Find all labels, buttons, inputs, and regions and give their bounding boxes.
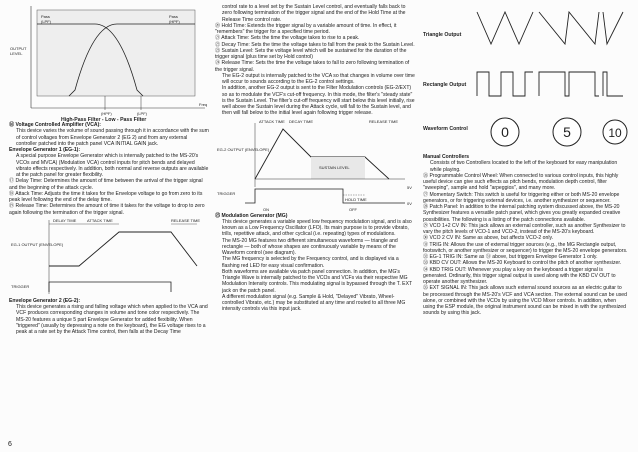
eg2-sustain-label: SUSTAIN LEVEL [319, 164, 350, 170]
column-middle [215, 4, 415, 313]
eg1-attack-label: ATTACK TIME [87, 217, 113, 223]
eg2-output-label: EG-2 OUTPUT (ENVELOPE) [217, 146, 270, 152]
eg2-body: This device generates a rising and falling voltage which when applied to the VCA and VCF produces corresponding changes in volume and tone color respectively. The MS-20 features a unique 5 part Envelope Generator for added flexibility. When "triggered" (usually by depressing a note on the keyboard), the EG voltage rises to a peak at a rate set by the Attack Time control, then falls at the Decay Time [16, 304, 208, 335]
patch-panel-item: ㉘ Patch Panel: In addition to the internal patching system discussed above, the MS-20 Synthesizer features a versatile patch panel, which gives you greatly expanded creative possibilities. The following is a listing of the patch connections available. [423, 204, 621, 223]
mg-waveform-diagram [423, 4, 628, 154]
eg2-release-item: ㉔ Release Time: Sets the time the voltage takes to fall to zero following termination of the trigger signal. [215, 60, 410, 73]
eg2-para-1: The EG-2 output is internally patched to the VCA so that changes in volume over time will occur to sounds according to the EG-2 control settings. [222, 72, 415, 85]
eg2-0v-label: 0V [407, 200, 412, 206]
triangle-output-label: Triangle Output [423, 32, 462, 38]
eg2-decay-label: DECAY TIME [289, 118, 314, 124]
filter-hpf-axis-label: (HPF) [101, 111, 112, 116]
kbd-trig-out-item: ㉞ KBD TRIG OUT: Whenever you play a key on the keyboard a trigger signal is generated. Ordinarily, this trigger signal output is used along with the KBD CV OUT to operate another synthesizer. [423, 266, 616, 285]
mg-body-3: The MG frequency is selected by the Frequency control, and is displayed via a flashing red LED for easy visual confirmation. [222, 256, 399, 269]
ext-signal-in-item: ㉟ EXT SIGNAL IN: This jack allows such external sound sources as an electric guitar to be processed through the MS-20's VCF and VCA section. The external sound can be used alone, or combined with the VCOs by using the VCO Mixer controls. In addition, when using the ESP module, the original instrument sound can be mixed in with the synthesized sounds by using this jack. [423, 285, 627, 317]
eg2-attack-item: ㉑ Attack Time: Sets the time the voltage takes to rise to a peak. [215, 35, 360, 42]
eg1-output-label: EG-1 OUTPUT (ENVELOPE) [11, 241, 64, 247]
eg1-release-label: RELEASE TIME [171, 217, 201, 223]
vca-body: This device varies the volume of sound passing through it in accordance with the sum of control voltages from Envelope Generator 2 (EG 2) and from any external controller patched into the patch panel VCA INITIAL GAIN jack. [16, 128, 209, 147]
eg2-hold-item: ⑳ Hold Time: Extends the trigger signal by a variable amount of time. In effect, it "remembers" the trigger for a specified time period. [215, 22, 397, 35]
waveform-control-label: Waveform Control [423, 126, 468, 132]
eg2-sustain-item: ㉓ Sustain Level: Sets the voltage level which will be sustained for the duration of the trigger signal (plus time set by Hold control) [215, 47, 407, 60]
filter-output-label: OUTPUT [10, 46, 27, 51]
eg1-release-item: ⑲ Release Time: Determines the amount of time it takes for the voltage to drop to zero again following the termination of the trigger signal. [9, 203, 205, 216]
mg-body-1: This device generates a variable speed low frequency modulation signal, and is also known as a Low Frequency Oscillator (LFO). Its main purpose is to provide vibrato, trills, repetitive attack, and other cyclical (i.e. repeating) types of modulations. [222, 218, 412, 238]
vco12-cv-in-item: ㉙ VCO 1+2 CV IN: This jack allows an external controller, such as another Synthesizer to vary the pitch levels of VCO-1 and VCO-2, instead of the MS-20's keyboard. [423, 222, 626, 235]
filter-freq-label: Freq [199, 102, 208, 107]
eg1-trigger-label: TRIGGER [11, 283, 30, 289]
eg2-off-label: OFF [349, 206, 357, 212]
column-left [9, 4, 209, 335]
eg2-title: Envelope Generator 2 (EG-2): [9, 297, 81, 304]
filter-lpf-axis-label: (LPF) [137, 111, 147, 116]
manual-controllers-title: Manual Controllers [423, 154, 470, 160]
eg2-para-2: In addition, another EG-2 output is sent to the Filter Modulation controls (EG-2/EXT) so as to modulate the VCF's cut-off frequency. In this mode, the filter's "steady state" is the Sustain Level. The filter's cut-off frequency will start below this level initially, rise well above the Sustain level during the Attack cycle, will fall to the Sustain level, and then will fall below to the initial level again following trigger release. [222, 85, 415, 117]
filter-response-diagram [9, 4, 209, 122]
eg2-5v-label: 5V [407, 184, 412, 190]
column-right [423, 4, 628, 317]
filter-hpf-label: (HPF) [169, 19, 180, 24]
eg2-intro: control rate to a level set by the Sustain Level control, and eventually falls back to zero following termination of the trigger signal and the end of the Hold Time at the Release Time control rate. [222, 4, 406, 23]
eg2-attack-label: ATTACK TIME [259, 118, 285, 124]
eg2-envelope-diagram [215, 117, 415, 213]
eg1-delay-label: DELAY TIME [53, 217, 77, 223]
page-number: 6 [8, 441, 12, 448]
eg1-envelope-diagram [9, 216, 209, 298]
mg-title: ㉕ Modulation Generator (MG) [215, 212, 288, 219]
trig-in-item: ㉛ TRIG IN: Allows the use of external trigger sources (e.g., the MG Rectangle output, footswitch, or another synthesizer or sequencer) to trigger the MS-20 envelope generators. [423, 241, 628, 254]
eg2-decay-item: ㉒ Decay Time: Sets the time the voltage takes to fall from the peak to the Sustain Level. [215, 41, 415, 48]
eg1-trig-in-item: ㉜ EG-1 TRIG IN: Same as ㉛ above, but triggers Envelope Generator 1 only. [423, 254, 598, 260]
filter-level-label: LEVEL [10, 51, 23, 56]
knob-5-value: 5 [563, 124, 571, 140]
mg-body-2: The MS-20 MG features two different simultaneous waveforms — triangle and rectangle — both of whose shapes are continuously variable by means of the Waveform control (see diagram). [222, 237, 398, 256]
kbd-cv-out-item: ㉝ KBD CV OUT: Allows the MS-20 Keyboard to control the pitch of another synthesizer. [423, 260, 622, 267]
mg-body-4: Both waveforms are available via patch panel connection. In addition, the MG's Triangle Wave is internally patched to the VCOs and VCFs via their respective MG Modulation Intensity controls. This modulating signal is bypassed through the T. EXT jack on the patch panel. [222, 268, 412, 294]
filter-lpf-label: (LPF) [41, 19, 51, 24]
manual-controllers-body: Consists of two Controllers located to the left of the keyboard for easy manipulation while playing. [430, 160, 618, 173]
filter-caption: High-Pass Filter - Low - Pass Filter [61, 117, 147, 122]
vca-title: ⑯ Voltage Controlled Amplifier (VCA): [9, 122, 101, 128]
knob-0-value: 0 [501, 124, 509, 140]
vco2-cv-in-item: ㉚ VCO 2 CV IN: Same as above, but affects VCO-2 only. [423, 235, 554, 242]
eg2-hold-label: HOLD TIME [345, 196, 367, 202]
control-wheel-item: ㉖ Programmable Control Wheel: When connected to various control inputs, this highly useful device can give such effects as pitch bends, modulation depth control, filter "sweeping", sample and hold "arpeggios", and many more. [423, 172, 619, 192]
filter-pass-label: Pass [41, 14, 50, 19]
eg2-release-label: RELEASE TIME [369, 118, 399, 124]
filter-pass-label-2: Pass [169, 14, 178, 19]
eg1-title: Envelope Generator 1 (EG-1): [9, 147, 81, 153]
rectangle-output-label: Rectangle Output [423, 82, 467, 88]
eg1-body: A special purpose Envelope Generator which is internally patched to the MS-20's VCOs and MVCA) (Modulation VCA) control inputs for pitch bends and delayed vibrato effects respectively. In addition, both normal and reverse outputs are available at the patch panel for greater flexibility. [16, 153, 209, 178]
eg1-attack-item: ⑱ Attack Time: Adjusts the time it takes for the Envelope voltage to go from zero to its peak level following the end of the delay time. [9, 190, 203, 203]
knob-10-value: 10 [608, 126, 622, 140]
eg2-trigger-label: TRIGGER [217, 190, 236, 196]
momentary-switch-item: ㉗ Momentary Switch: This switch is useful for triggering either or both MS-20 envelope generators, or for triggering external devices, i.e. another synthesizer or sequencer. [423, 191, 620, 204]
eg2-on-label: ON [263, 206, 269, 212]
eg1-delay-item: ⑰ Delay Time: Determines the amount of time between the arrival of the trigger signal and the beginning of the attack cycle. [9, 178, 203, 191]
mg-body-5: A different modulation signal (e.g. Sample & Hold, "Delayed" Vibrato, Wheel-controlled Vibrato, etc.) may be substituted at any time and routed to all three MG intensity controls via this input jack. [222, 293, 406, 313]
